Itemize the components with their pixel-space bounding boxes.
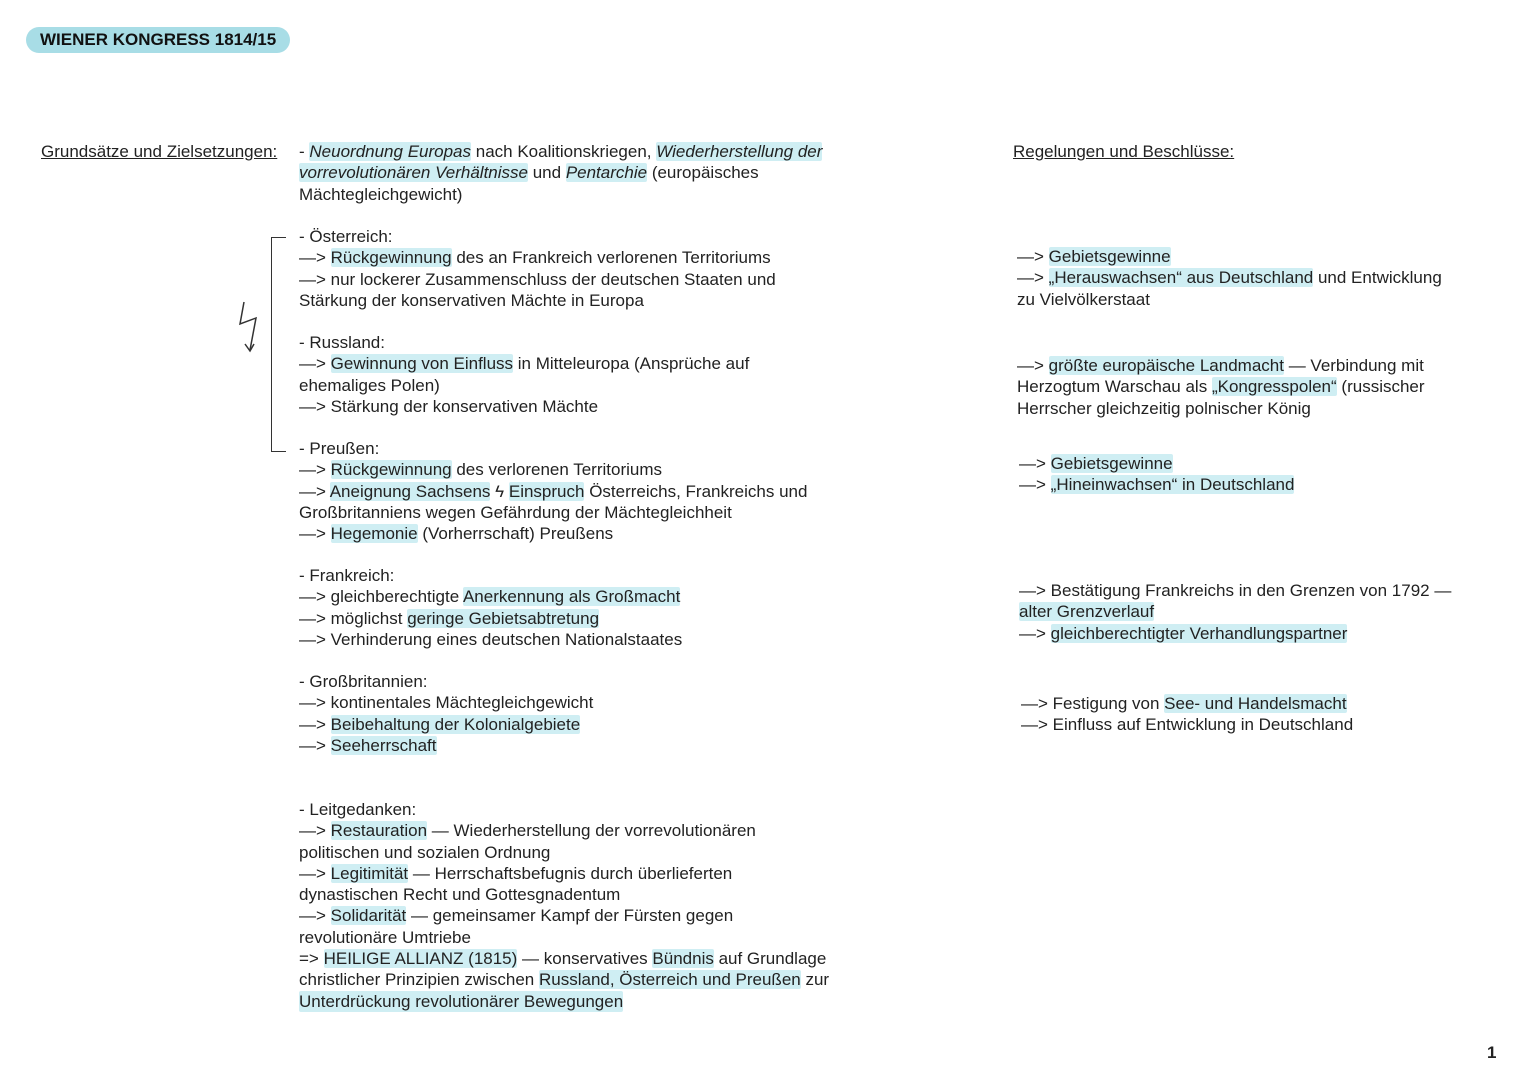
list-item (299, 714, 593, 735)
list-item: Herrscher gleichzeitig polnischer König (1017, 398, 1311, 418)
highlight: „Hineinwachsen“ in Deutschland (1050, 475, 1295, 495)
list-item: politischen und sozialen Ordnung (299, 842, 551, 862)
text: ϟ (490, 481, 509, 501)
list-item (1019, 623, 1451, 644)
text: (Vorherrschaft) Preußens (417, 524, 614, 544)
highlight: Gebietsgewinne (1048, 247, 1171, 266)
result-frankreich (1019, 580, 1451, 644)
lightning-bolt-icon (238, 300, 262, 354)
highlight: Einspruch (508, 481, 585, 501)
highlight: vorrevolutionären Verhältnisse (299, 163, 528, 183)
list-item (1019, 474, 1294, 495)
text: => (299, 949, 324, 969)
result-russland (1017, 355, 1425, 419)
highlight: Neuordnung Europas (309, 142, 472, 161)
intro-line-1 (299, 141, 822, 162)
highlight: Restauration (330, 821, 428, 841)
text: (europäisches (647, 163, 759, 183)
text: —> (299, 906, 331, 926)
result-grossbritannien (1021, 693, 1353, 736)
section-russland (299, 332, 749, 417)
list-item: —> kontinentales Mächtegleichgewicht (299, 693, 594, 713)
list-item (299, 948, 829, 969)
text: —> gleichberechtigte (299, 587, 463, 607)
highlight: größte europäische Landmacht (1048, 356, 1284, 375)
text: —> (299, 460, 331, 480)
text: —> (299, 481, 330, 501)
intro-line-2 (299, 162, 822, 183)
text: —> (1019, 454, 1051, 473)
list-item: dynastischen Recht und Gottesgnadentum (299, 885, 621, 905)
text: - (299, 142, 310, 161)
highlight: Gewinnung von Einfluss (330, 354, 514, 374)
page-title: WIENER KONGRESS 1814/15 (26, 27, 290, 53)
list-item (1017, 376, 1425, 397)
list-item (299, 523, 807, 544)
list-item (1019, 453, 1294, 474)
text: — Wiederherstellung der vorrevolutionären (427, 821, 756, 841)
highlight: Aneignung Sachsens (329, 481, 491, 501)
list-item (299, 247, 776, 268)
highlight: Beibehaltung der Kolonialgebiete (330, 714, 581, 734)
text: Österreichs, Frankreichs und (584, 481, 808, 501)
intro-block (299, 141, 822, 205)
list-item (299, 353, 749, 374)
highlight: Seeherrschaft (330, 735, 437, 755)
list-item (299, 820, 829, 841)
section-preussen (299, 438, 807, 544)
list-item (299, 481, 807, 502)
list-item: Unterdrückung revolutionärer Bewegungen (299, 991, 624, 1011)
right-section-header: Regelungen und Beschlüsse: (1013, 142, 1235, 161)
list-item (299, 586, 682, 607)
section-heading: - Russland: (299, 333, 385, 352)
text: christlicher Prinzipien zwischen (299, 970, 539, 990)
text: nach Koalitionskriegen, (471, 142, 657, 161)
highlight: Legitimität (330, 863, 409, 883)
section-heading: - Österreich: (299, 227, 393, 246)
list-item (1017, 246, 1442, 267)
text: — konservatives (517, 949, 653, 969)
list-item: —> Bestätigung Frankreichs in den Grenzen von 1792 — (1019, 581, 1452, 600)
list-item (299, 459, 807, 480)
section-heading: - Preußen: (299, 439, 380, 458)
list-item: —> Einfluss auf Entwicklung in Deutschland (1021, 715, 1354, 735)
text: —> (1017, 268, 1049, 288)
text: auf Grundlage (713, 949, 827, 969)
list-item (299, 863, 829, 884)
text: — gemeinsamer Kampf der Fürsten gegen (406, 906, 734, 926)
text: —> (299, 821, 331, 841)
list-item: —> Verhinderung eines deutschen Nationalstaates (299, 629, 683, 649)
highlight: „Kongresspolen“ (1211, 377, 1337, 397)
text: —> (299, 714, 331, 734)
highlight: Anerkennung als Großmacht (462, 587, 681, 607)
highlight: Pentarchie (565, 163, 648, 183)
list-item (1017, 267, 1442, 288)
result-oesterreich (1017, 246, 1442, 310)
highlight: „Herauswachsen“ aus Deutschland (1048, 268, 1314, 288)
list-item: Stärkung der konservativen Mächte in Europa (299, 290, 644, 310)
text: —> (1017, 247, 1049, 266)
page-number: 1 (1487, 1043, 1497, 1062)
text: —> (1017, 356, 1049, 375)
list-item (299, 608, 682, 629)
text: —> Festigung von (1021, 694, 1165, 713)
highlight: Hegemonie (330, 524, 418, 544)
highlight: See- und Handelsmacht (1164, 694, 1347, 713)
text: —> möglichst (299, 608, 408, 628)
list-item (1017, 355, 1425, 376)
text: in Mitteleuropa (Ansprüche auf (513, 354, 750, 374)
text: —> (299, 735, 331, 755)
list-item: zu Vielvölkerstaat (1017, 289, 1150, 309)
text: und (528, 163, 566, 183)
highlight: Rückgewinnung (330, 248, 452, 268)
section-grossbritannien (299, 671, 593, 756)
list-item (299, 735, 593, 756)
text: —> (1019, 623, 1051, 643)
list-item: —> Stärkung der konservativen Mächte (299, 396, 599, 416)
highlight: gleichberechtigter Verhandlungspartner (1050, 623, 1348, 643)
text: Herzogtum Warschau als (1017, 377, 1212, 397)
intro-line-3: Mächtegleichgewicht) (299, 184, 463, 204)
list-item: ehemaliges Polen) (299, 375, 440, 395)
text: und Entwicklung (1313, 268, 1442, 288)
section-leitgedanken (299, 799, 829, 1012)
list-item: Großbritanniens wegen Gefährdung der Mächtegleichheit (299, 502, 732, 522)
left-section-header: Grundsätze und Zielsetzungen: (41, 142, 278, 161)
list-item: alter Grenzverlauf (1019, 602, 1155, 622)
bracket-icon (271, 237, 286, 452)
highlight: Rückgewinnung (330, 460, 452, 480)
highlight: Solidarität (330, 906, 407, 926)
text: —> (299, 354, 331, 374)
section-heading: - Großbritannien: (299, 672, 428, 691)
text: —> (299, 248, 331, 268)
text: des an Frankreich verlorenen Territoriums (451, 248, 771, 268)
text: —> (299, 863, 331, 883)
list-item: revolutionäre Umtriebe (299, 927, 471, 947)
list-item (299, 905, 829, 926)
text: —> (299, 524, 331, 544)
result-preussen (1019, 453, 1294, 496)
text: — Herrschaftsbefugnis durch überlieferten (408, 863, 733, 883)
text: — Verbindung mit (1283, 356, 1424, 375)
highlight: Gebietsgewinne (1050, 454, 1173, 473)
section-heading: - Leitgedanken: (299, 800, 417, 819)
list-item: —> nur lockerer Zusammenschluss der deutschen Staaten und (299, 269, 776, 289)
highlight: geringe Gebietsabtretung (407, 608, 600, 628)
list-item (299, 969, 829, 990)
section-oesterreich (299, 226, 776, 311)
text: des verlorenen Territoriums (451, 460, 663, 480)
list-item (1021, 693, 1353, 714)
text: (russischer (1336, 377, 1425, 397)
section-frankreich (299, 565, 682, 650)
text: zur (800, 970, 830, 990)
section-heading: - Frankreich: (299, 566, 395, 585)
text: —> (1019, 475, 1051, 495)
highlight: Bündnis (652, 949, 714, 969)
highlight: HEILIGE ALLIANZ (1815) (323, 949, 518, 969)
highlight: Wiederherstellung der (656, 142, 823, 161)
highlight: Russland, Österreich und Preußen (538, 970, 801, 990)
